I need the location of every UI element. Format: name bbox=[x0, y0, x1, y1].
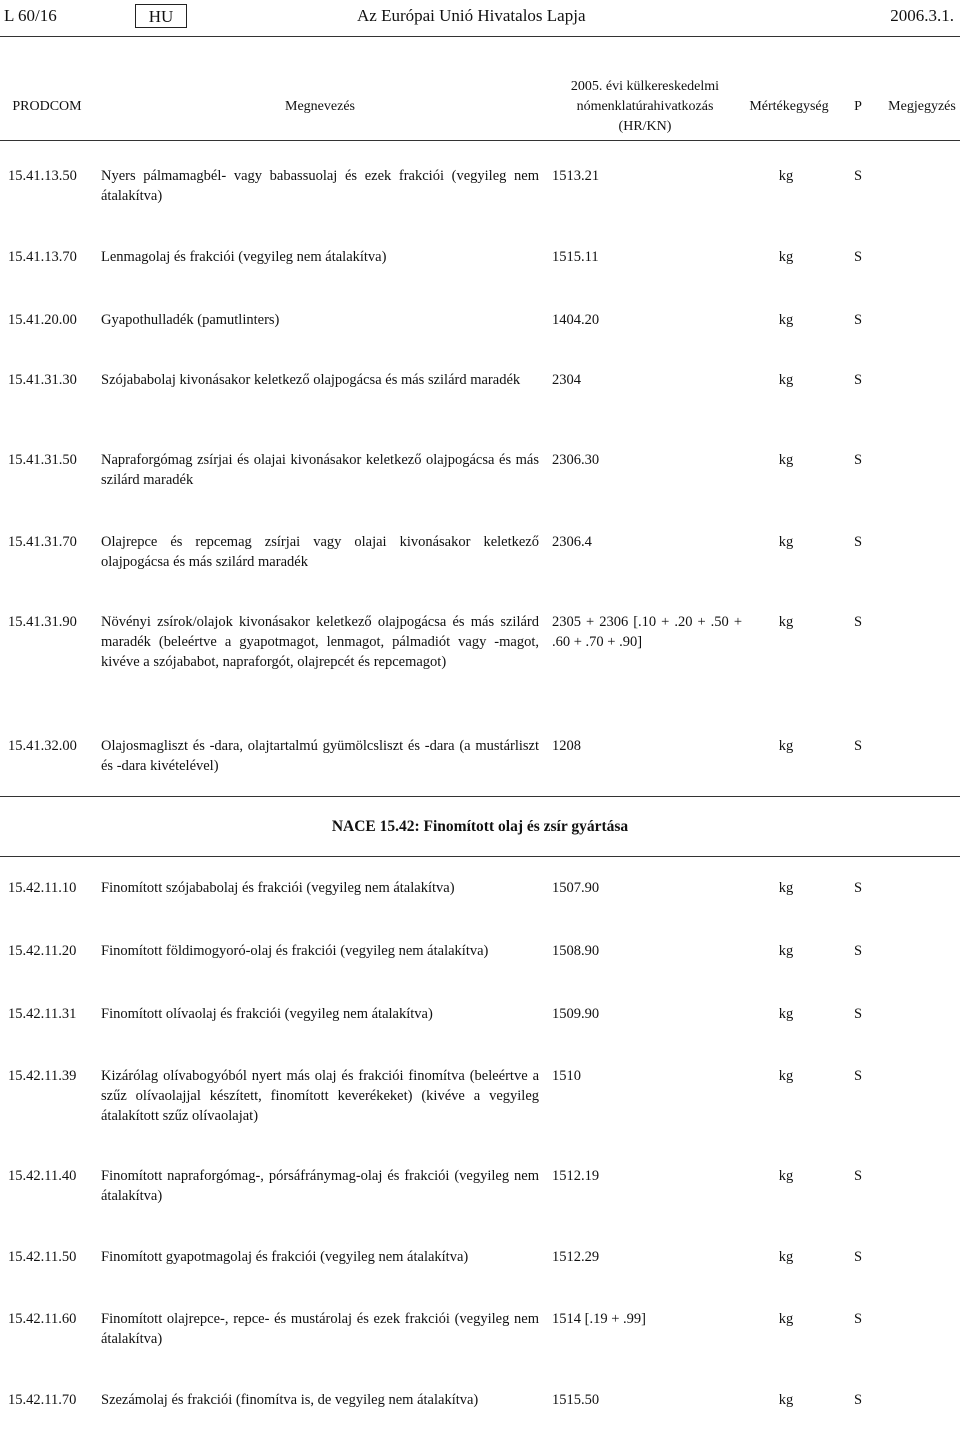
unit-of-measure: kg bbox=[778, 1068, 794, 1084]
p-value: S bbox=[853, 943, 863, 959]
unit-of-measure: kg bbox=[778, 943, 794, 959]
unit-of-measure: kg bbox=[778, 249, 794, 265]
product-description: Finomított gyapotmagolaj és frakciói (vegyileg nem átalakítva) bbox=[101, 1249, 469, 1265]
journal-title: Az Európai Unió Hivatalos Lapja bbox=[357, 6, 586, 25]
prodcom-code: 15.41.13.50 bbox=[8, 168, 77, 184]
p-value: S bbox=[853, 880, 863, 896]
p-value: S bbox=[853, 738, 863, 754]
hrkn-reference: 2304 bbox=[552, 372, 581, 388]
hrkn-reference: 1510 bbox=[552, 1068, 581, 1084]
prodcom-code: 15.42.11.20 bbox=[8, 943, 77, 959]
p-value: S bbox=[853, 1168, 863, 1184]
header-rule bbox=[0, 36, 960, 37]
page-header bbox=[0, 4, 960, 30]
p-value: S bbox=[853, 249, 863, 265]
unit-of-measure: kg bbox=[778, 1249, 794, 1265]
prodcom-code: 15.41.31.50 bbox=[8, 452, 77, 468]
p-value: S bbox=[853, 1392, 863, 1408]
hrkn-reference: 1404.20 bbox=[552, 312, 600, 328]
product-description: Nyers pálmamagbél- vagy babassuolaj és ezek frakciói (vegyileg nem átalakítva) bbox=[101, 168, 539, 204]
prodcom-code: 15.41.20.00 bbox=[8, 312, 77, 328]
product-description: Növényi zsírok/olajok kivonásakor keletkező olajpogácsa és más szilárd maradék (beleértve a gyapotmagot, lenmagot, pálmadiót vagy -magot, kivéve a szójababot, napraforgót, olajrepcét és repcemagot) bbox=[101, 614, 539, 670]
hrkn-reference: 2306.4 bbox=[552, 534, 592, 550]
prodcom-code: 15.42.11.40 bbox=[8, 1168, 77, 1184]
p-value: S bbox=[853, 452, 863, 468]
prodcom-code: 15.41.32.00 bbox=[8, 738, 77, 754]
product-description: Napraforgómag zsírjai és olajai kivonásakor keletkező olajpogácsa és más szilárd maradék bbox=[101, 452, 539, 488]
product-description: Kizárólag olívabogyóból nyert más olaj és frakciói finomítva (beleértve a szűz olívaolajjal készített, finomított keverékeket) (kivéve a vegyileg átalakított szűz olívaolajat) bbox=[101, 1068, 539, 1124]
hrkn-reference: 1515.50 bbox=[552, 1392, 600, 1408]
product-description: Gyapothulladék (pamutlinters) bbox=[101, 312, 280, 328]
product-description: Finomított olívaolaj és frakciói (vegyileg nem átalakítva) bbox=[101, 1006, 433, 1022]
col-header-note: Megjegyzés bbox=[888, 99, 956, 114]
unit-of-measure: kg bbox=[778, 372, 794, 388]
product-description: Finomított napraforgómag-, pórsáfránymag-olaj és frakciói (vegyileg nem átalakítva) bbox=[101, 1168, 539, 1204]
unit-of-measure: kg bbox=[778, 614, 794, 630]
hrkn-reference: 1208 bbox=[552, 738, 581, 754]
prodcom-code: 15.41.13.70 bbox=[8, 249, 77, 265]
prodcom-code: 15.42.11.39 bbox=[8, 1068, 77, 1084]
unit-of-measure: kg bbox=[778, 1392, 794, 1408]
p-value: S bbox=[853, 1006, 863, 1022]
prodcom-code: 15.42.11.50 bbox=[8, 1249, 77, 1265]
p-value: S bbox=[853, 1311, 863, 1327]
prodcom-code: 15.42.11.31 bbox=[8, 1006, 77, 1022]
col-header-hrkn: 2005. évi külkereskedelmi nómenklatúrahivatkozás (HR/KN) bbox=[570, 79, 720, 134]
unit-of-measure: kg bbox=[778, 312, 794, 328]
col-header-prodcom: PRODCOM bbox=[12, 99, 82, 114]
unit-of-measure: kg bbox=[778, 880, 794, 896]
hrkn-reference: 2305 + 2306 [.10 + .20 + .50 + .60 + .70 + .90] bbox=[552, 614, 742, 650]
hrkn-reference: 1512.29 bbox=[552, 1249, 600, 1265]
product-description: Finomított szójababolaj és frakciói (vegyileg nem átalakítva) bbox=[101, 880, 455, 896]
p-value: S bbox=[853, 534, 863, 550]
p-value: S bbox=[853, 1068, 863, 1084]
col-header-name: Megnevezés bbox=[285, 99, 355, 114]
col-header-p: P bbox=[854, 99, 862, 114]
section-title: NACE 15.42: Finomított olaj és zsír gyártása bbox=[331, 818, 629, 835]
hrkn-reference: 1508.90 bbox=[552, 943, 600, 959]
hrkn-reference: 2306.30 bbox=[552, 452, 600, 468]
product-description: Szezámolaj és frakciói (finomítva is, de vegyileg nem átalakítva) bbox=[101, 1392, 479, 1408]
p-value: S bbox=[853, 1249, 863, 1265]
product-description: Finomított olajrepce-, repce- és mustárolaj és ezek frakciói (vegyileg nem átalakítva) bbox=[101, 1311, 539, 1347]
p-value: S bbox=[853, 168, 863, 184]
hrkn-reference: 1507.90 bbox=[552, 880, 600, 896]
col-header-unit: Mértékegység bbox=[749, 99, 829, 114]
unit-of-measure: kg bbox=[778, 1168, 794, 1184]
hrkn-reference: 1512.19 bbox=[552, 1168, 600, 1184]
hrkn-reference: 1515.11 bbox=[552, 249, 599, 265]
unit-of-measure: kg bbox=[778, 738, 794, 754]
prodcom-code: 15.42.11.70 bbox=[8, 1392, 77, 1408]
section-rule-top bbox=[0, 796, 960, 797]
publication-date: 2006.3.1. bbox=[890, 6, 954, 25]
prodcom-code: 15.42.11.60 bbox=[8, 1311, 77, 1327]
hrkn-reference: 1513.21 bbox=[552, 168, 600, 184]
section-rule-bottom bbox=[0, 856, 960, 857]
prodcom-code: 15.41.31.90 bbox=[8, 614, 77, 630]
unit-of-measure: kg bbox=[778, 168, 794, 184]
product-description: Lenmagolaj és frakciói (vegyileg nem átalakítva) bbox=[101, 249, 387, 265]
table-header-rule bbox=[0, 140, 960, 141]
hrkn-reference: 1509.90 bbox=[552, 1006, 600, 1022]
unit-of-measure: kg bbox=[778, 1006, 794, 1022]
unit-of-measure: kg bbox=[778, 1311, 794, 1327]
product-description: Olajosmagliszt és -dara, olajtartalmú gyümölcsliszt és -dara (a mustárliszt és -dara kivételével) bbox=[101, 738, 539, 774]
prodcom-code: 15.42.11.10 bbox=[8, 880, 77, 896]
page-reference: L 60/16 bbox=[4, 6, 57, 25]
prodcom-code: 15.41.31.70 bbox=[8, 534, 77, 550]
product-description: Finomított földimogyoró-olaj és frakciói (vegyileg nem átalakítva) bbox=[101, 943, 489, 959]
p-value: S bbox=[853, 312, 863, 328]
unit-of-measure: kg bbox=[778, 534, 794, 550]
language-code-box: HU bbox=[135, 4, 187, 28]
product-description: Szójababolaj kivonásakor keletkező olajpogácsa és más szilárd maradék bbox=[101, 372, 521, 388]
unit-of-measure: kg bbox=[778, 452, 794, 468]
p-value: S bbox=[853, 614, 863, 630]
product-description: Olajrepce és repcemag zsírjai vagy olajai kivonásakor keletkező olajpogácsa és más szilárd maradék bbox=[101, 534, 539, 570]
p-value: S bbox=[853, 372, 863, 388]
hrkn-reference: 1514 [.19 + .99] bbox=[552, 1311, 646, 1327]
prodcom-code: 15.41.31.30 bbox=[8, 372, 77, 388]
